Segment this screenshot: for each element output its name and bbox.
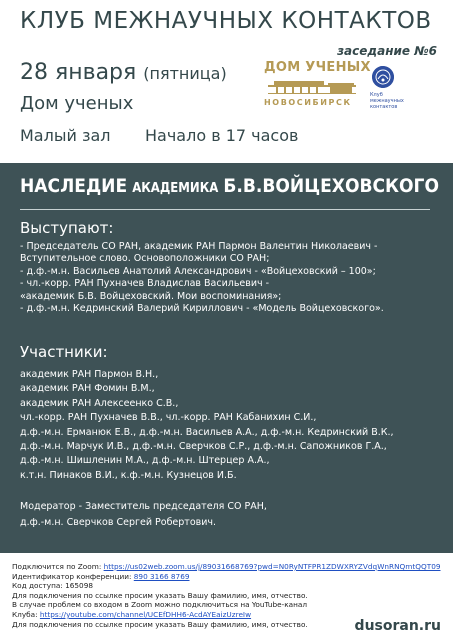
zoom-row — [12, 562, 452, 572]
conference-id-link[interactable]: 890 3166 8769 — [133, 571, 190, 581]
club-logo — [368, 64, 428, 116]
heading-part-1: НАСЛЕДИЕ — [20, 175, 128, 197]
heading-divider — [20, 209, 430, 210]
speaker-line: - д.ф.-м.н. Васильев Анатолий Александрович - «Войцеховский – 100»; — [20, 265, 376, 277]
participant-line: д.ф.-м.н. Шишленин М.А., д.ф.-м.н. Штерцер А.А., — [20, 455, 270, 467]
speaker-line: - чл.-корр. РАН Пухначев Владислав Васильевич - — [20, 278, 270, 290]
youtube-link[interactable]: https://youtube.com/channel/UCEfDHH6-AcdAYEaizUzreIw — [39, 609, 252, 619]
participant-line: академик РАН Алексеенко С.В., — [20, 397, 179, 409]
conference-id-label: Идентификатор конференции: — [12, 571, 134, 581]
participant-line: д.ф.-м.н. Марчук И.В., д.ф.-м.н. Сверчков С.Р., д.ф.-м.н. Сапожников Г.А., — [20, 441, 387, 453]
heading-part-3: Б.В.ВОЙЦЕХОВСКОГО — [223, 175, 439, 197]
participant-line: к.т.н. Пинаков В.И., к.ф.-м.н. Кузнецов И.Б. — [20, 469, 237, 481]
access-code: Код доступа: 165098 — [12, 581, 93, 591]
club-logo-text: Клуб межнаучных контактов — [370, 92, 404, 110]
dom-uchenyh-logo — [262, 60, 371, 112]
event-heading — [20, 175, 439, 197]
zoom-link[interactable]: https://us02web.zoom.us/j/89031668769?pwd=N0RyNTFPR1ZDWXRYZVdqWnRNQmtQQT09 — [103, 562, 441, 571]
weekday-text: (пятница) — [143, 64, 227, 83]
speaker-line: Вступительное слово. Основоположники СО РАН; — [20, 253, 270, 265]
main-panel — [0, 163, 453, 553]
club-title: КЛУБ МЕЖНАУЧНЫХ КОНТАКТОВ — [20, 8, 432, 34]
start-time: Начало в 17 часов — [145, 126, 299, 145]
venue: Дом ученых — [20, 93, 134, 114]
event-date — [20, 60, 227, 85]
footer — [0, 553, 453, 640]
dom-logo-title: ДОМ УЧЕНЫХ — [264, 60, 371, 75]
header-section — [0, 0, 453, 163]
speaker-line: - Председатель СО РАН, академик РАН Пармон Валентин Николаевич - — [20, 241, 378, 252]
heading-part-2: АКАДЕМИКА — [132, 181, 219, 196]
participant-line: чл.-корр. РАН Пухначев В.В., чл.-корр. РАН Кабанихин С.И., — [20, 412, 317, 424]
speakers-list — [20, 241, 440, 315]
speaker-line: - д.ф.-м.н. Кедринский Валерий Кириллович - «Модель Войцеховского». — [20, 303, 384, 315]
moderator-block — [20, 499, 440, 531]
participant-line: д.ф.-м.н. Ерманюк Е.В., д.ф.-м.н. Васильев А.А., д.ф.-м.н. Кедринский В.К., — [20, 426, 394, 438]
dom-logo-city: НОВОСИБИРСК — [264, 98, 352, 107]
participants-title: Участники: — [20, 343, 108, 361]
club-emblem-icon — [372, 66, 394, 88]
session-number: заседание №6 — [337, 44, 437, 58]
hall: Малый зал — [20, 126, 111, 145]
moderator-line: д.ф.-м.н. Сверчков Сергей Робертович. — [20, 517, 217, 528]
participants-list — [20, 368, 440, 483]
name-note-2: Для подключения по ссылке просим указать Вашу фамилию, имя, отчество. — [12, 619, 308, 629]
zoom-label: Подключится по Zoom: — [12, 562, 104, 571]
building-icon — [268, 78, 356, 94]
date-text: 28 января — [20, 60, 137, 85]
speaker-line: «академик Б.В. Войцеховский. Мои воспоминания»; — [20, 290, 282, 302]
youtube-note: В случае проблем со входом в Zoom можно подключиться на YouTube-канал — [12, 600, 308, 610]
participant-line: академик РАН Фомин В.М., — [20, 383, 155, 395]
name-note: Для подключения по ссылке просим указать Вашу фамилию, имя, отчество. — [12, 590, 308, 600]
youtube-label: Клуба: — [12, 609, 40, 619]
moderator-line: Модератор - Заместитель председателя СО РАН, — [20, 501, 267, 512]
conference-id-row — [12, 572, 452, 582]
participant-line: академик РАН Пармон В.Н., — [20, 369, 159, 380]
site-name: dusoran.ru — [354, 618, 441, 634]
speakers-title: Выступают: — [20, 219, 114, 237]
